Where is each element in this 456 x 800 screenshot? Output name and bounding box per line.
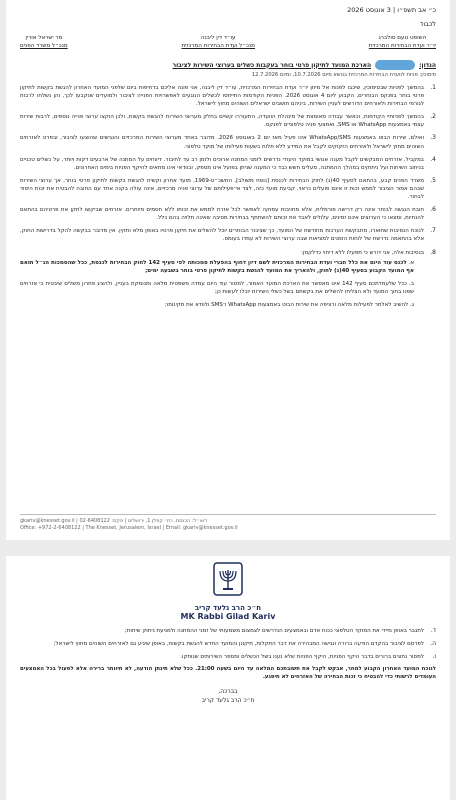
list-item: 2. בהמשך לפניותיי הקודמות, וכאשר עבודה מאומצת של מינהלת הוועדה, התעוררו קשיים בחלק מערוצי השירות להגשת בקשות, ולכן הוקצו ערוצי פנייה נוספים, לרבות שירות עצמי באמצעות WhatsApp או SMS, ואמצעי פניה טלפוניים לפנקס. — [20, 113, 436, 129]
letter-items — [20, 84, 436, 309]
mk-name-hebrew: ח״כ הרב גלעד קריב — [194, 604, 262, 612]
menorah-emblem-icon — [213, 562, 243, 596]
demand-item: א. לכנס עוד היום את כלל חברי ועדת הבחירות המרכזית לשם דיון דחוף בהפעלת סמכותה לפי סעיף 142 לחוק הבחירות לכנסת, ככל שהסמכות הנ״ל תואם אף המועד הקבוע בסעיף 40(ג) לחוק, ולהאריך את המועד להגשת בקשות לתיקון פרטי בוחר בשבעה ימים; — [20, 259, 415, 274]
recipients-row — [20, 34, 436, 50]
list-item: 3. ואולם, שירות הבוט באמצעות WhatsApp/SMS אינו פעיל מאז יום 2 באוגוסט 2026. מדובר באחד מערוצי השירות המרכזיים והנגישים שהוצעו לציבור, ובפרט לאזרחים השוהים מחוץ לישראל ולאזרחים הזקוקים לקבל את המידע ללא תלות בשעות פעילותו של מוקד טלפוני. — [20, 134, 436, 150]
mk-name-english: MK Rabbi Gilad Kariv — [180, 612, 276, 621]
recipient-3 — [20, 34, 68, 50]
signature: ח״כ הרב גלעד קריב — [201, 696, 255, 704]
page2-items — [20, 627, 436, 661]
demand-item: ב. ככל שלעמדתכם סעיף 142 אינו מאפשר את הארכת המועד האמור, למסור עוד היום עמדה משפטית מלאה ומנומקת בעניין, ולהציג פתרון משלים שיבטיח כי אזרחים שפנו בתוך המועד ולא הצליחו להשלים את בקשתם בשל כשלי השירות יוכלו לעשות כן; — [20, 280, 415, 295]
list-item: 4. במקביל, אזרחים המבקשים לקבל מענה אנושי במוקד היעודי נדרשים לזמני המתנה ארוכים ולזמן רב עד לחיבור. דיווחים על המתנה של ארבעים דקות ויותר, על כשלים טכניים בניתוב השיחות ועל ניתוקים במהלך ההמתנה, מעלים חשש כבד כי המענה שניתן בפועל אינו מספק, ובוודאי אינו מתאים להיקף הפניות בימים האחרונים. — [20, 155, 436, 171]
letter-date: כ״ אב תשפ״ו | 3 אוגוסט 2026 — [347, 6, 436, 14]
subject-prefix: הנדון: — [419, 61, 436, 69]
recipient-3-role: מנכ״ל משרד הפנים — [20, 43, 68, 49]
recipient-1-name: השופט נועם סולברג — [378, 35, 427, 41]
list-item: ו. למסור נתונים ברורים בדבר היקף הפניות, היקף הפניות שלא נענו בשל הכשלים ומספר השירותים שנותקו. — [180, 653, 436, 661]
list-item: 5. משרד הפנים קבע, בהתאם לסעיף 40(ג) לחוק הבחירות לכנסת [נוסח משולב], התשכ״ט-1969, מועד אחרון וקשיח להגשת בקשות לתיקון פרטי בוחר, אך ערוצי השירות שבהם אמור הציבור לממש זכות זו אינם פועלים כראוי. קביעת מועד כזה, לצד אי־פעילותם של ערוצי פניה מרכזיים, אינה עולה בקנה אחד עם החובה להבטיח את זכות היסוד לבחור. — [20, 176, 436, 201]
redaction-mark-icon — [375, 60, 415, 70]
list-item: ד. לתגבר באופן מיידי את המוקד הטלפוני ככוח אדם ובאמצעים הנדרשים לצמצום משמעותי של זמני ההמתנה ולמניעת ניתוק שיחות; — [124, 627, 436, 634]
addressee-label: לכבוד — [419, 20, 436, 28]
emblem — [20, 562, 436, 600]
list-item: 7. לנוכח הנסיבות שתוארו, מתבקשת הערכות מחודשת של המועד, כך שציבור הבוחרים יוכל להשלים את תיקון פרטיו באופן מלא ותקין. אין מדובר בבקשה להקל בדרישות החוק, אלא בהתאמה נדרשת של לוחות הזמנים למציאות שבה ערוצי השירות לא עמדו בעומס. — [20, 227, 436, 243]
letter-page-2 — [6, 556, 450, 800]
list-item: 6. חובת הנגשה לבוחר אינה רק דרישה פורמלית, אלא מחויבות עמוקה לאפשר לכל אזרח לממש את זכותו ללא חסמים מיותרים. אזרחים שביקשו לתקן את פרטיהם בהתאם להנחיות, ומצאו כי הערוצים אינם זמינים, עלולים לאבד את זכותם להשתתף בבחירות מסיבה שאינה תלויה בהם כלל. — [20, 206, 436, 222]
letter-page-1 — [6, 0, 450, 540]
demand-item: ג. להשיב לאלתר לפעילות מלאה ורציפה את שירות הבוט באמצעות WhatsApp ו־SMS ולוודא את תקינותו; — [164, 301, 414, 308]
letter-footer — [20, 514, 436, 532]
footer-english: Office: +972-2-6408122 | The Knesset, Jerusalem, Israel | Email: gkariv@knesset.gov.il — [20, 525, 238, 531]
list-item: 8. בנסיבות אלה, אני דורש כי תפעלו ללא דיחוי כדלקמן: א. לכנס עוד היום את כלל חברי ועדת הבחירות המרכזית לשם דיון דחוף בהפעלת סמכותה לפי סעיף 142 לחוק הבחירות לכנסת, ככל שהסמכות הנ״ל תואם אף המועד הקבוע בסעיף 40(ג) לחוק, ולהאריך את המועד להגשת בקשות לתיקון פרטי בוחר בשבעה ימים; ב. ככל שלעמדתכם סעיף 142 אינו מאפשר את הארכת המועד האמור, למסור עוד היום עמדה משפטית מלאה ומנומקת בעניין, ולהציג פתרון משלים שיבטיח כי אזרחים שפנו בתוך המועד ולא הצליחו להשלים את בקשתם בשל כשלי השירות יוכלו לעשות כן; ג. להשיב לאלתר לפעילות מלאה ורציפה את שירות הבוט באמצעות WhatsApp ו־SMS ולוודא את תקינותו; — [20, 248, 436, 308]
recipient-2 — [182, 34, 255, 50]
subject-line — [20, 60, 436, 70]
recipient-1 — [369, 34, 436, 50]
subject-reference: סימוכין: פניות לוועדת הבחירות המרכזית בנושא מיום 10.7.2026, ומיום 12.7.2026 — [251, 72, 436, 78]
list-item: 1. בהמשך לפניות שבסימוכין, שיכבו לפנות אל מיוזן יו״ר ועדת הבחירות המרכזית, עו״ד דין ליבנה, אני פונה אליכם בדחיפות ביום שלפני המועד האחרון להגשת בקשות לתיקון פרטי בוחר בפנקס הבוחרים, הקבוע ליום 4 אוגוסט 2026. הפניות הקודמות התייחסו לכשלים הנוגעים לאפשרויות הפנייה לציבור ולמועדים שנקבעו לכך, והן נשלחו לרבות לגורמי הבחירות ולאורחים הדורשים לעניין השירות, ביניהם תושבים ישראלים השוהים מחוץ לישראל. — [20, 84, 436, 108]
regards: בברכה, — [218, 687, 238, 695]
subject-text: הארכת המועד לתיקון פרטי בוחר בעקבות כשלים בערוצי השירות לציבור — [172, 61, 372, 69]
recipient-1-role: יו״ר ועדת הבחירות המרכזית — [368, 43, 436, 49]
footer-hebrew: gkariv@knesset.gov.il | דוא״ל: הכנסת, רח׳ קפלן 1, ירושלים | פקס: 02-6408122 — [20, 518, 208, 524]
closing-paragraph: לנוכח המועד האחרון הקבוע למחר, אבקש לקבל את תשובתכם המלאה עד היום בשעה 21:00. ככל שלא תינתן הודעה, לא תיוותר ברירה אלא לפעול בכל האמצעים העומדים לרשותי כדי להבטיח כי זכות הבחירה של האזרחים לא תיפגע. — [20, 666, 436, 681]
recipient-2-name: עו״ד דין ליבנה — [200, 35, 236, 41]
recipient-3-name: מר ישראל אורין — [25, 35, 63, 41]
demands-list — [20, 259, 414, 309]
list-item: ה. לפרסם לציבור בהקדם הודעה ברורה ונגישה המבהירה את דבר התקלות, תיקונן והמועד החדש להגשת בקשות, באופן שיגיע גם לאזרחים השוהים מחוץ לישראל; — [53, 640, 436, 648]
recipient-2-role: מנכ״ל ועדת הבחירות המרכזית — [181, 43, 255, 49]
